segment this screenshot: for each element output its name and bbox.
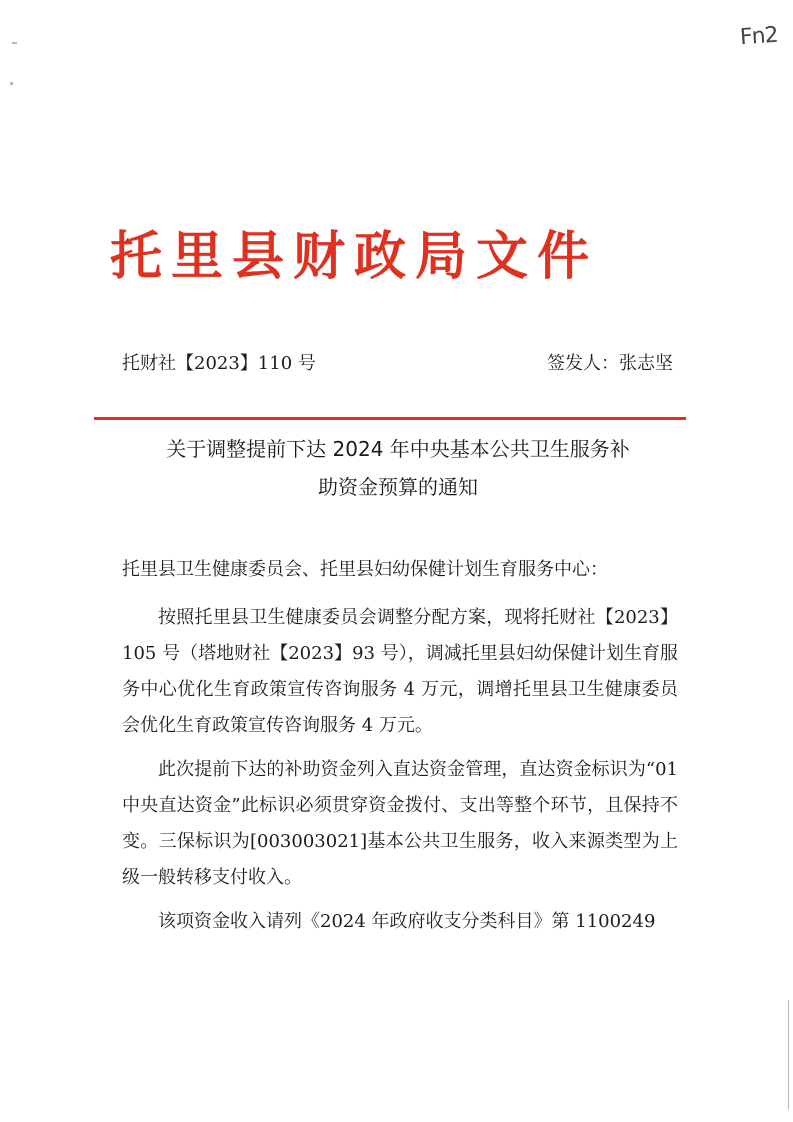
subject-line-2: 助资金预算的通知 bbox=[318, 475, 478, 499]
scan-mark bbox=[12, 42, 17, 44]
issuing-office-header: 托里县财政局文件 bbox=[110, 227, 599, 287]
signatory: 签发人：张志坚 bbox=[547, 353, 673, 374]
handwritten-annotation: Fn2 bbox=[739, 22, 779, 51]
document-subject bbox=[118, 430, 678, 506]
body-paragraph-3: 该项资金收入请列《2024 年政府收支分类科目》第 1100249 bbox=[158, 911, 656, 932]
subject-line-1: 关于调整提前下达 2024 年中央基本公共卫生服务补 bbox=[166, 437, 630, 461]
body-paragraph-2: 此次提前下达的补助资金列入直达资金管理，直达资金标识为“01 中央直达资金”此标识必须贯穿资金拨付、支出等整个环节，且保持不变。三保标识为[003003021]基本公共卫生服务，收入来源类型为上级一般转移支付收入。 bbox=[122, 759, 678, 888]
document-number: 托财社【2023】110 号 bbox=[122, 353, 316, 374]
red-divider-line bbox=[94, 417, 686, 420]
body-paragraph-1: 按照托里县卫生健康委员会调整分配方案，现将托财社【2023】105 号（塔地财社【2023】93 号），调减托里县妇幼保健计划生育服务中心优化生育政策宣传咨询服务 4 万元，调增托里县卫生健康委员会优化生育政策宣传咨询服务 4 万元。 bbox=[122, 607, 678, 736]
addressee: 托里县卫生健康委员会、托里县妇幼保健计划生育服务中心： bbox=[122, 559, 608, 580]
scan-mark bbox=[10, 82, 13, 85]
document-body bbox=[122, 552, 678, 948]
scan-edge-line bbox=[788, 1000, 789, 1110]
